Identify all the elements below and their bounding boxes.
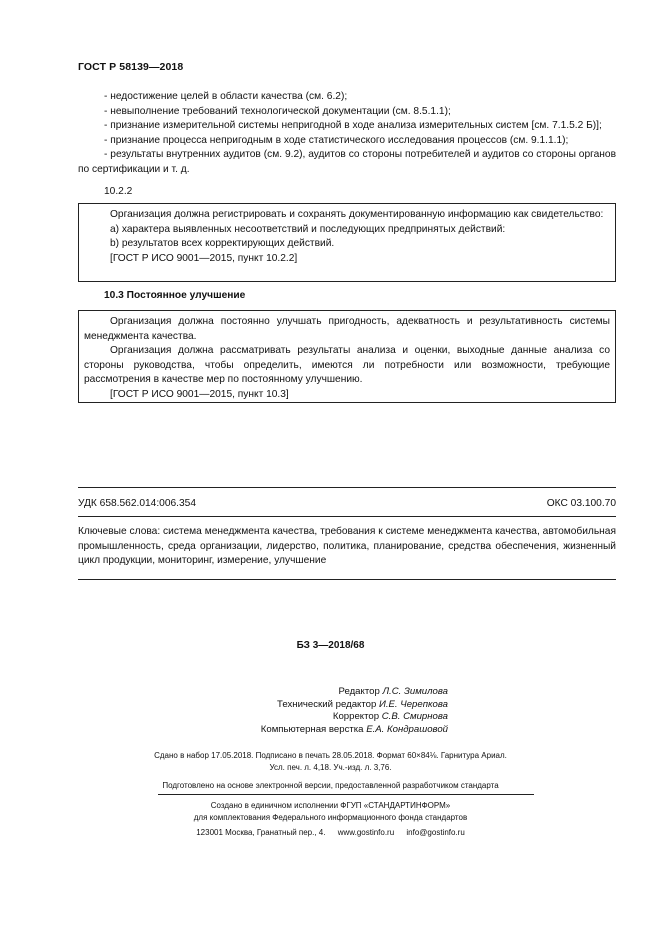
keywords-paragraph xyxy=(78,525,616,569)
publisher-info xyxy=(0,800,661,839)
udk-code: УДК 658.562.014:006.354 xyxy=(78,498,196,509)
prepared-note: Подготовлено на основе электронной версии, предоставленной разработчиком стандарта xyxy=(162,781,499,790)
list-item: - недостижение целей в области качества (см. 6.2); xyxy=(104,91,348,102)
publisher-website-link[interactable]: www.gostinfo.ru xyxy=(337,827,395,837)
publisher-email-link[interactable]: info@gostinfo.ru xyxy=(406,827,465,837)
divider xyxy=(78,487,616,488)
box-reference: [ГОСТ Р ИСО 9001—2015, пункт 10.2.2] xyxy=(110,252,298,264)
credit-name: Е.А. Кондрашовой xyxy=(366,723,448,735)
list-item: - признание измерительной системы непригодной в ходе анализа измерительных систем [см. 7.1.5.2 Б)]; xyxy=(104,120,602,132)
keywords-text: Ключевые слова: система менеджмента качества, требования к системе менеджмента качества, автомобильная промышленность, среда организации, лидерство, политика, планирование, средства обеспечения, жизненный цикл продукции, мониторинг, измерение, улучшение xyxy=(78,526,616,567)
credit-role: Корректор xyxy=(332,711,380,723)
publisher-address-line xyxy=(0,827,661,839)
list-item: - невыполнение требований технологической документации (см. 8.5.1.1); xyxy=(104,105,451,117)
credit-name: С.В. Смирнова xyxy=(381,711,448,723)
oks-code: ОКС 03.100.70 xyxy=(546,498,616,509)
list-item: - признание процесса непригодным в ходе статистического исследования процессов (см. 9.1.1.1); xyxy=(104,134,569,146)
clause-number: 10.2.2 xyxy=(104,186,133,197)
credit-role: Технический редактор xyxy=(277,698,377,710)
quoted-requirement-box xyxy=(78,310,616,403)
credit-name: Л.С. Зимилова xyxy=(382,686,448,697)
credit-role: Редактор xyxy=(338,686,380,697)
divider xyxy=(158,794,534,795)
bz-number: БЗ 3—2018/68 xyxy=(296,640,365,651)
page-header-title: ГОСТ Р 58139—2018 xyxy=(78,61,184,73)
box-paragraph: Организация должна регистрировать и сохранять документированную информацию как свидетельство: xyxy=(110,209,604,220)
box-reference: [ГОСТ Р ИСО 9001—2015, пункт 10.3] xyxy=(110,388,289,400)
print-details xyxy=(0,750,661,775)
publisher-line: для комплектования Федерального информационного фонда стандартов xyxy=(193,813,468,823)
print-line: Сдано в набор 17.05.2018. Подписано в печать 28.05.2018. Формат 60×84⅛. Гарнитура Ариал. xyxy=(154,751,507,760)
quoted-requirement-box xyxy=(78,203,616,282)
print-line: Усл. печ. л. 4,18. Уч.-изд. л. 3,76. xyxy=(269,763,392,773)
credit-name: И.Е. Черепкова xyxy=(378,698,448,710)
divider xyxy=(78,579,616,580)
credit-role: Компьютерная верстка xyxy=(260,723,364,735)
box-list-item: b) результатов всех корректирующих действий. xyxy=(110,238,335,250)
editorial-credits xyxy=(0,686,661,736)
box-paragraph: Организация должна рассматривать результаты анализа и оценки, выходные данные анализа со стороны руководства, чтобы определить, имеются ли потребности или возможности, требующие рассмотрения в качестве мер по постоянному улучшению. xyxy=(84,345,610,386)
box-list-item: a) характера выявленных несоответствий и последующих предпринятых действий: xyxy=(110,223,506,235)
box-paragraph: Организация должна постоянно улучшать пригодность, адекватность и результативность системы менеджмента качества. xyxy=(84,316,610,342)
nonconformity-sources-list xyxy=(78,90,616,178)
publisher-address: 123001 Москва, Гранатный пер., 4. xyxy=(196,827,326,837)
divider xyxy=(78,516,616,517)
section-heading: 10.3 Постоянное улучшение xyxy=(104,290,246,301)
list-item: - результаты внутренних аудитов (см. 9.2), аудитов со стороны потребителей и аудитов со стороны органов по сертификации и т. д. xyxy=(78,149,616,175)
publisher-line: Создано в единичном исполнении ФГУП «СТАНДАРТИНФОРМ» xyxy=(210,801,451,810)
